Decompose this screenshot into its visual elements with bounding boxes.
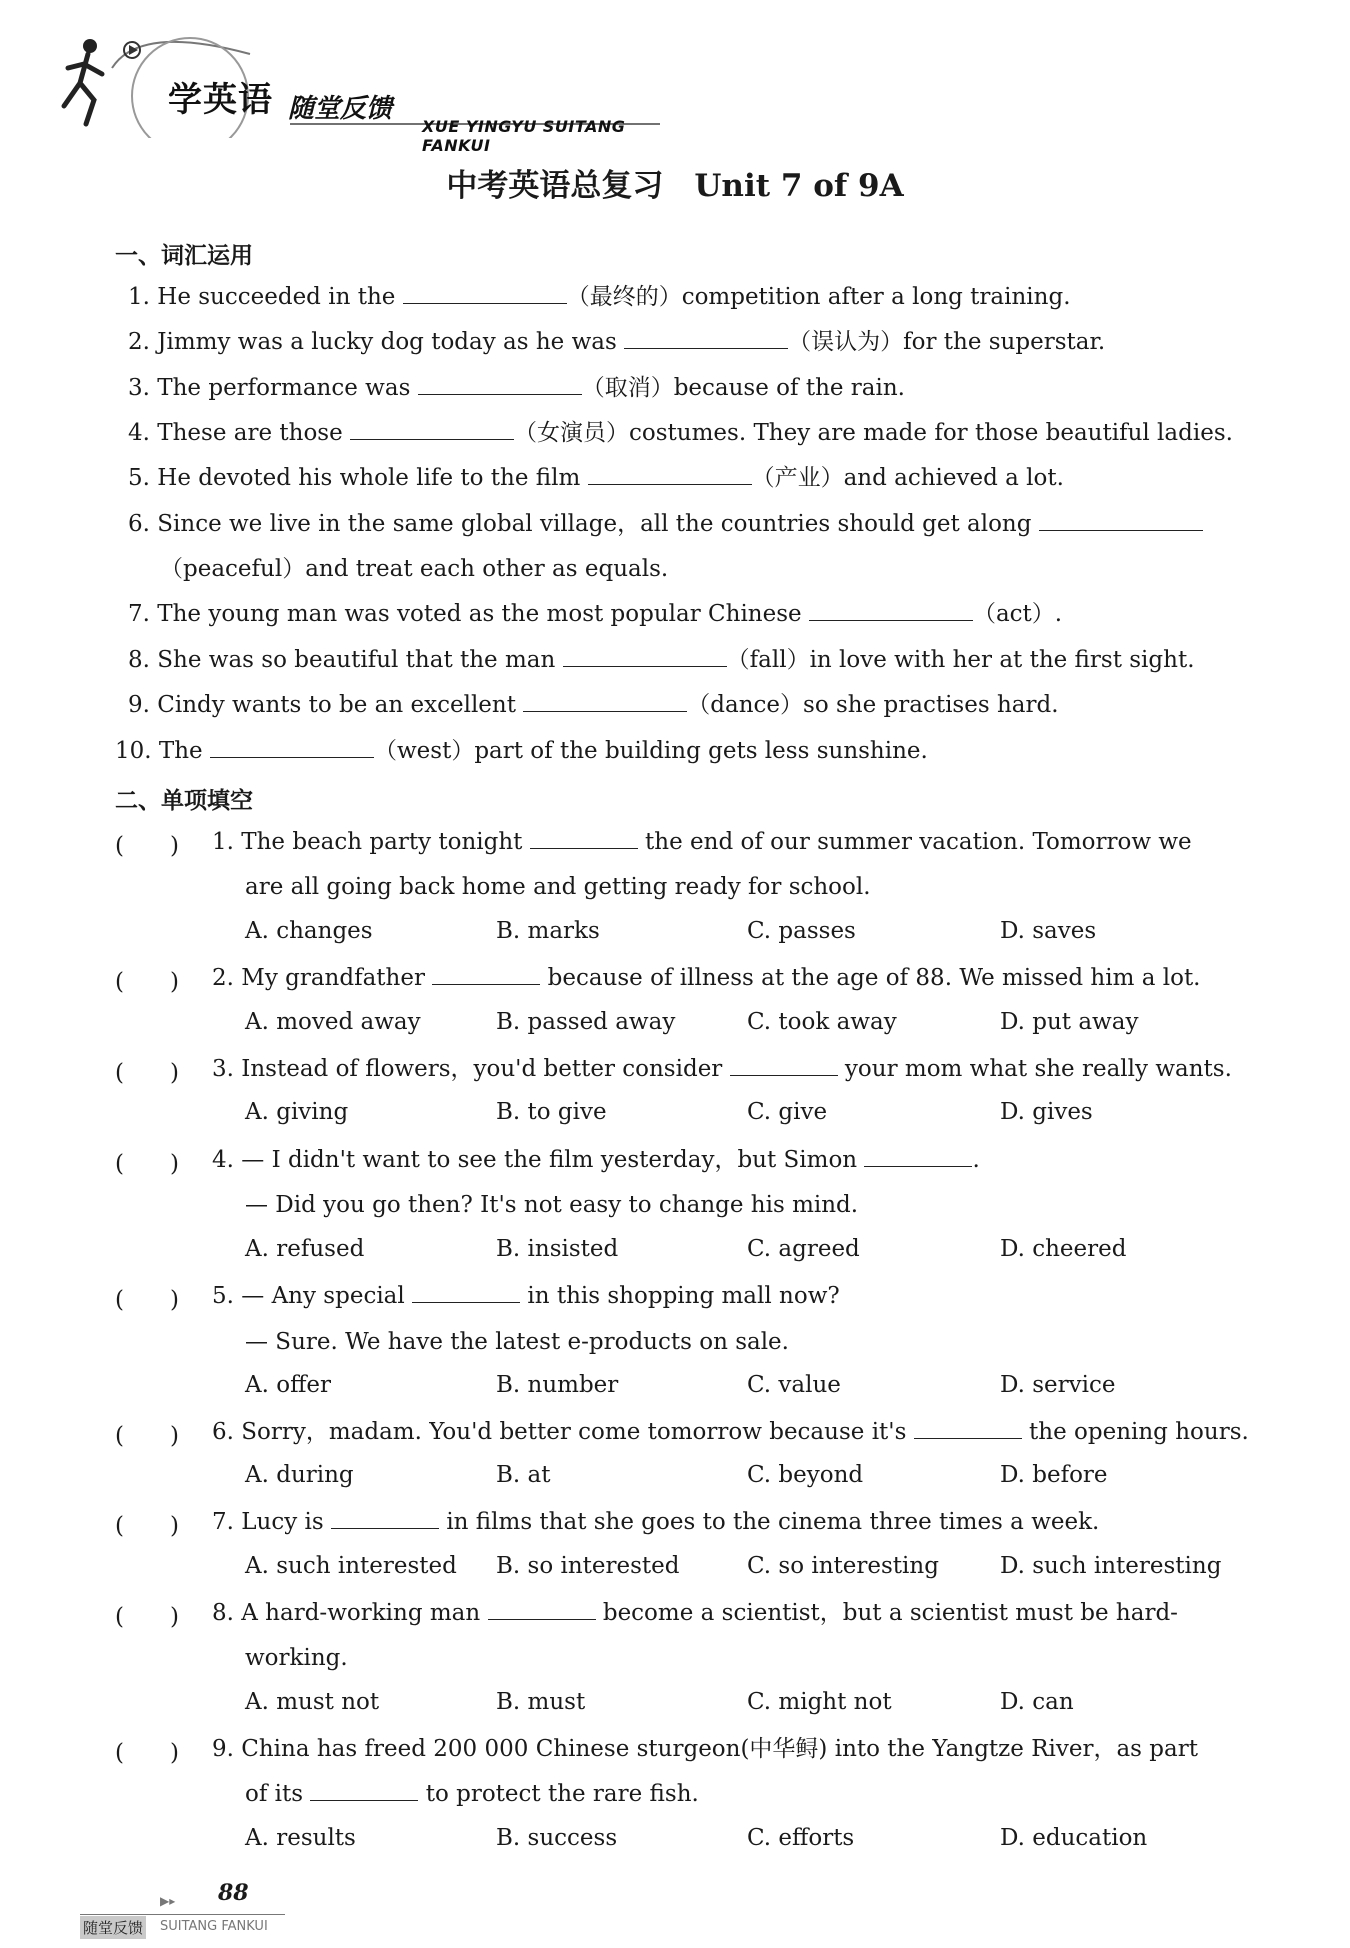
answer-bracket[interactable]: ( ) bbox=[115, 1287, 179, 1313]
vocab-item-1: 1. He succeeded in the （最终的）competition after a long training. bbox=[128, 284, 1071, 310]
question-4: 4. — I didn't want to see the film yesterday，but Simon . bbox=[212, 1147, 980, 1173]
answer-blank[interactable] bbox=[588, 464, 752, 485]
answer-bracket[interactable]: ( ) bbox=[115, 1151, 179, 1177]
question-1-cont: are all going back home and getting ready for school. bbox=[245, 874, 871, 900]
answer-blank[interactable] bbox=[488, 1599, 596, 1620]
option-d[interactable]: D. such interesting bbox=[1000, 1553, 1222, 1579]
answer-blank[interactable] bbox=[530, 828, 638, 849]
option-b[interactable]: B. must bbox=[496, 1689, 586, 1715]
question-5: 5. — Any special in this shopping mall now? bbox=[212, 1283, 840, 1309]
option-c[interactable]: C. took away bbox=[747, 1009, 897, 1035]
answer-blank[interactable] bbox=[412, 1282, 520, 1303]
arrow-icon: ▶▸ bbox=[160, 1894, 176, 1908]
answer-blank[interactable] bbox=[523, 691, 687, 712]
vocab-item-7: 7. The young man was voted as the most popular Chinese （act）. bbox=[128, 601, 1063, 627]
option-d[interactable]: D. can bbox=[1000, 1689, 1074, 1715]
answer-bracket[interactable]: ( ) bbox=[115, 1604, 179, 1630]
brand-title: 学英语 bbox=[168, 80, 273, 120]
option-d[interactable]: D. before bbox=[1000, 1462, 1108, 1488]
option-b[interactable]: B. number bbox=[496, 1372, 619, 1398]
question-3: 3. Instead of flowers，you'd better consider your mom what she really wants. bbox=[212, 1056, 1232, 1082]
page-title: 中考英语总复习 Unit 7 of 9A bbox=[446, 168, 904, 204]
option-a[interactable]: A. must not bbox=[245, 1689, 380, 1715]
option-b[interactable]: B. insisted bbox=[496, 1236, 619, 1262]
option-b[interactable]: B. to give bbox=[496, 1099, 607, 1125]
vocab-item-5: 5. He devoted his whole life to the film （产业）and achieved a lot. bbox=[128, 465, 1064, 491]
question-1: 1. The beach party tonight the end of our summer vacation. Tomorrow we bbox=[212, 829, 1192, 855]
option-c[interactable]: C. value bbox=[747, 1372, 841, 1398]
option-b[interactable]: B. passed away bbox=[496, 1009, 676, 1035]
option-a[interactable]: A. refused bbox=[245, 1236, 365, 1262]
answer-blank[interactable] bbox=[310, 1780, 418, 1801]
answer-blank[interactable] bbox=[331, 1508, 439, 1529]
option-a[interactable]: A. such interested bbox=[245, 1553, 457, 1579]
vocab-item-6: 6. Since we live in the same global village，all the countries should get along bbox=[128, 509, 1203, 539]
answer-bracket[interactable]: ( ) bbox=[115, 1060, 179, 1086]
option-b[interactable]: B. at bbox=[496, 1462, 551, 1488]
question-2: 2. My grandfather because of illness at the age of 88. We missed him a lot. bbox=[212, 965, 1201, 991]
question-7: 7. Lucy is in films that she goes to the cinema three times a week. bbox=[212, 1509, 1100, 1535]
section-1-heading: 一、词汇运用 bbox=[115, 243, 253, 269]
footer-subtitle: SUITANG FANKUI bbox=[160, 1919, 268, 1934]
option-a[interactable]: A. offer bbox=[245, 1372, 332, 1398]
answer-blank[interactable] bbox=[403, 283, 567, 304]
option-c[interactable]: C. beyond bbox=[747, 1462, 864, 1488]
answer-blank[interactable] bbox=[730, 1055, 838, 1076]
vocab-item-10: 10. The （west）part of the building gets less sunshine. bbox=[115, 738, 928, 764]
option-d[interactable]: D. service bbox=[1000, 1372, 1116, 1398]
option-a[interactable]: A. changes bbox=[245, 918, 373, 944]
question-5-cont: — Sure. We have the latest e-products on sale. bbox=[245, 1329, 789, 1355]
question-9-cont: of its to protect the rare fish. bbox=[245, 1781, 699, 1807]
vocab-item-8: 8. She was so beautiful that the man （fall）in love with her at the first sight. bbox=[128, 647, 1195, 673]
option-d[interactable]: D. saves bbox=[1000, 918, 1097, 944]
question-4-cont: — Did you go then? It's not easy to change his mind. bbox=[245, 1192, 859, 1218]
option-b[interactable]: B. success bbox=[496, 1825, 618, 1851]
option-c[interactable]: C. give bbox=[747, 1099, 828, 1125]
option-a[interactable]: A. giving bbox=[245, 1099, 349, 1125]
section-2-heading: 二、单项填空 bbox=[115, 788, 253, 814]
answer-bracket[interactable]: ( ) bbox=[115, 1423, 179, 1449]
option-d[interactable]: D. cheered bbox=[1000, 1236, 1127, 1262]
option-a[interactable]: A. during bbox=[245, 1462, 354, 1488]
option-c[interactable]: C. passes bbox=[747, 918, 856, 944]
answer-blank[interactable] bbox=[1039, 510, 1203, 531]
option-c[interactable]: C. efforts bbox=[747, 1825, 855, 1851]
vocab-item-6-cont: （peaceful）and treat each other as equals. bbox=[160, 556, 669, 582]
header-logo bbox=[50, 28, 670, 155]
option-a[interactable]: A. moved away bbox=[245, 1009, 421, 1035]
vocab-item-9: 9. Cindy wants to be an excellent （dance）so she practises hard. bbox=[128, 692, 1059, 718]
option-c[interactable]: C. might not bbox=[747, 1689, 892, 1715]
answer-blank[interactable] bbox=[350, 419, 514, 440]
answer-bracket[interactable]: ( ) bbox=[115, 833, 179, 859]
question-8: 8. A hard-working man become a scientist，but a scientist must be hard- bbox=[212, 1600, 1178, 1626]
answer-blank[interactable] bbox=[432, 964, 540, 985]
option-c[interactable]: C. so interesting bbox=[747, 1553, 939, 1579]
option-d[interactable]: D. gives bbox=[1000, 1099, 1093, 1125]
vocab-item-4: 4. These are those （女演员）costumes. They are made for those beautiful ladies. bbox=[128, 420, 1233, 446]
page-number: 88 bbox=[218, 1880, 249, 1906]
option-b[interactable]: B. marks bbox=[496, 918, 600, 944]
footer-badge: 随堂反馈 bbox=[80, 1916, 146, 1939]
question-9: 9. China has freed 200 000 Chinese sturgeon(中华鲟) into the Yangtze River，as part bbox=[212, 1736, 1198, 1762]
option-d[interactable]: D. education bbox=[1000, 1825, 1148, 1851]
answer-blank[interactable] bbox=[210, 737, 374, 758]
option-b[interactable]: B. so interested bbox=[496, 1553, 680, 1579]
vocab-item-2: 2. Jimmy was a lucky dog today as he was （误认为）for the superstar. bbox=[128, 329, 1106, 355]
answer-blank[interactable] bbox=[809, 600, 973, 621]
brand-pinyin: XUE YINGYU SUITANG FANKUI bbox=[422, 117, 626, 155]
answer-blank[interactable] bbox=[624, 328, 788, 349]
question-8-cont: working. bbox=[245, 1645, 348, 1671]
vocab-item-3: 3. The performance was （取消）because of the rain. bbox=[128, 375, 905, 401]
option-c[interactable]: C. agreed bbox=[747, 1236, 860, 1262]
answer-blank[interactable] bbox=[418, 374, 582, 395]
answer-blank[interactable] bbox=[864, 1146, 972, 1167]
question-6: 6. Sorry，madam. You'd better come tomorrow because it's the opening hours. bbox=[212, 1419, 1249, 1445]
answer-blank[interactable] bbox=[914, 1418, 1022, 1439]
footer-divider bbox=[80, 1914, 285, 1915]
option-a[interactable]: A. results bbox=[245, 1825, 356, 1851]
answer-bracket[interactable]: ( ) bbox=[115, 969, 179, 995]
answer-bracket[interactable]: ( ) bbox=[115, 1513, 179, 1539]
answer-blank[interactable] bbox=[563, 646, 727, 667]
brand-subtitle: 随堂反馈 bbox=[288, 94, 393, 124]
option-d[interactable]: D. put away bbox=[1000, 1009, 1139, 1035]
answer-bracket[interactable]: ( ) bbox=[115, 1740, 179, 1766]
